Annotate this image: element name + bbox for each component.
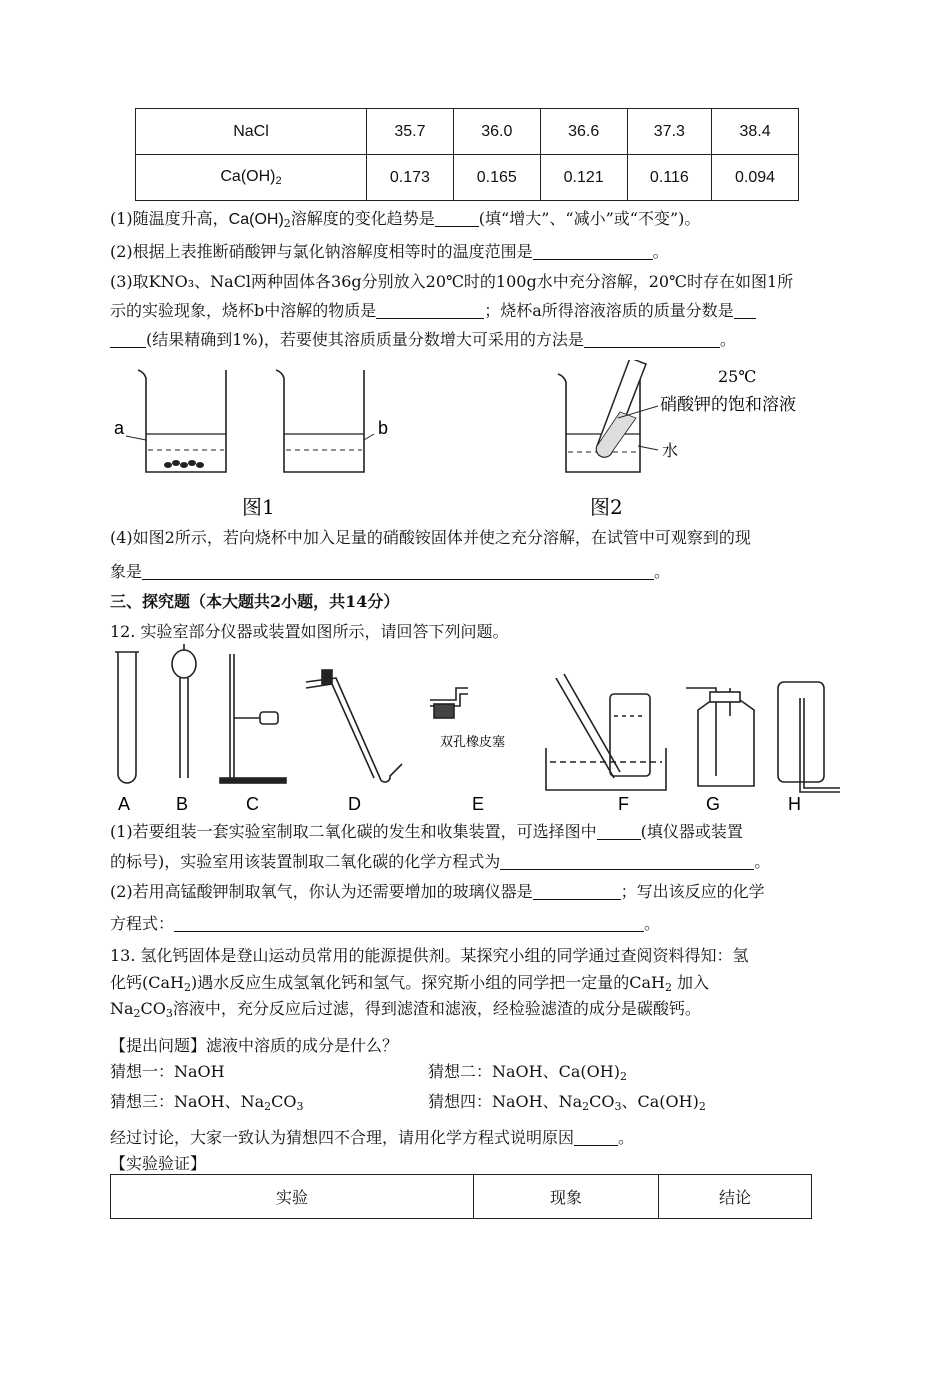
q13-text: 化钙(CaH	[110, 973, 184, 992]
beaker-b	[276, 370, 364, 472]
solution-label: 硝酸钾的饱和溶液	[660, 395, 796, 415]
label-g: G	[706, 794, 721, 814]
subscript: 2	[275, 175, 282, 187]
table-cell: 0.173	[367, 155, 454, 201]
q3-text: (结果精确到1%)，若要使其溶质质量分数增大可采用的方法是	[146, 330, 584, 349]
answer-blank[interactable]	[142, 563, 654, 580]
question-12-2-line2	[110, 912, 850, 936]
table-cell: 0.165	[453, 155, 540, 201]
q2-text: (2)根据上表推断硝酸钾与氯化钠溶解度相等时的温度范围是	[110, 242, 533, 261]
label-c: C	[246, 794, 259, 814]
section-heading: 三、探究题（本大题共2小题，共14分）	[110, 592, 400, 611]
fig1-caption: 图1	[242, 495, 275, 519]
q3-text: 。	[719, 330, 736, 349]
q12-text: (2)若用高锰酸钾制取氧气，你认为还需要增加的玻璃仪器是	[110, 882, 533, 901]
question-1	[110, 207, 850, 236]
question-13-line1: 13. 氢化钙固体是登山运动员常用的能源提供剂。某探究小组的同学通过查阅资料得知：氢	[110, 946, 749, 965]
temperature-label: 25℃	[718, 367, 757, 386]
table-header-row	[111, 1175, 812, 1219]
subscript: 3	[296, 1100, 304, 1113]
header-experiment: 实验	[111, 1175, 474, 1219]
apparatus-a	[118, 652, 136, 783]
stopper-note: 双孔橡皮塞	[440, 735, 506, 750]
apparatus-h	[778, 682, 840, 792]
table-cell: 35.7	[367, 109, 454, 155]
discussion-text: 经过讨论，大家一致认为猜想四不合理，请用化学方程式说明原因	[110, 1128, 575, 1147]
guess-text: CO	[271, 1092, 297, 1111]
q12-text: (1)若要组装一套实验室制取二氧化碳的发生和收集装置，可选择图中	[110, 822, 597, 841]
q4-text: 象是	[110, 562, 143, 581]
label-h: H	[788, 794, 801, 814]
apparatus-f	[546, 674, 666, 790]
guess-3	[110, 1090, 410, 1119]
answer-blank[interactable]	[584, 331, 720, 348]
subscript: 3	[165, 1007, 173, 1020]
q13-text: Na	[110, 999, 134, 1018]
label-b: b	[378, 418, 389, 438]
label-b: B	[176, 794, 189, 814]
guess-text: CO	[589, 1092, 615, 1111]
q2-text: 。	[652, 242, 669, 261]
label-e: E	[472, 794, 485, 814]
chem-formula: Ca(OH)	[228, 211, 284, 228]
problem-statement: 【提出问题】滤液中溶质的成分是什么？	[110, 1036, 399, 1055]
question-3-line1	[110, 270, 850, 294]
table-cell: 0.094	[712, 155, 799, 201]
answer-blank[interactable]	[110, 331, 146, 348]
question-2	[110, 240, 850, 264]
answer-blank[interactable]	[533, 883, 621, 900]
table-row	[136, 155, 799, 201]
beaker-a	[138, 370, 226, 472]
guess-text: 猜想四：NaOH、Na	[428, 1092, 583, 1111]
answer-blank[interactable]	[500, 853, 754, 870]
test-tube	[596, 360, 646, 457]
guess-4	[428, 1090, 828, 1119]
question-13-line2	[110, 971, 850, 1000]
subscript: 2	[582, 1100, 590, 1113]
table-cell: 36.0	[453, 109, 540, 155]
chem-formula: Ca(OH)	[220, 168, 276, 185]
apparatus-g	[686, 688, 754, 786]
header-phenomenon: 现象	[474, 1175, 659, 1219]
experiment-table	[110, 1174, 812, 1219]
table-cell: 0.121	[540, 155, 627, 201]
answer-blank[interactable]	[174, 915, 644, 932]
answer-blank[interactable]	[435, 210, 479, 227]
solubility-table	[135, 108, 799, 201]
subscript: 2	[619, 1070, 627, 1083]
table-row	[136, 109, 799, 155]
q12-text: 的标号)，实验室用该装置制取二氧化碳的化学方程式为	[110, 852, 501, 871]
question-12-stem: 12. 实验室部分仪器或装置如图所示，请回答下列问题。	[110, 622, 509, 641]
question-4-line1	[110, 526, 850, 550]
answer-blank[interactable]	[597, 823, 641, 840]
header-conclusion: 结论	[659, 1175, 812, 1219]
guess-text: 、Ca(OH)	[621, 1092, 699, 1111]
apparatus-figure	[110, 644, 850, 814]
q3-text: (3)取KNO₃、NaCl两种固体各36g分别放入20℃时的100g水中充分溶解，20℃时存在如图1所	[110, 272, 794, 291]
question-12-1-line1	[110, 820, 850, 844]
subscript: 2	[264, 1100, 272, 1113]
table-cell: 36.6	[540, 109, 627, 155]
undissolved-solid	[164, 460, 204, 468]
label-d: D	[348, 794, 361, 814]
discussion	[110, 1126, 850, 1150]
subscript: 2	[283, 217, 291, 230]
water-label: 水	[662, 441, 679, 460]
label-f: F	[618, 794, 629, 814]
answer-blank[interactable]	[533, 243, 653, 260]
table-cell: 0.116	[627, 155, 711, 201]
question-4-line2	[110, 560, 850, 584]
q12-text: (填仪器或装置	[640, 822, 743, 841]
answer-blank[interactable]	[574, 1129, 618, 1146]
row-label: NaCl	[136, 109, 367, 155]
q1-text: 溶解度的变化趋势是	[290, 209, 435, 228]
table-cell: 38.4	[712, 109, 799, 155]
q12-text: 。	[754, 852, 771, 871]
answer-blank[interactable]	[734, 302, 756, 319]
table-cell: 37.3	[627, 109, 711, 155]
label-a: a	[114, 418, 125, 438]
question-3-line2	[110, 299, 850, 323]
apparatus-c	[220, 654, 286, 783]
question-13-line3	[110, 997, 850, 1026]
q1-text: (填“增大”、“减小”或“不变”)。	[478, 209, 701, 228]
label-a: A	[118, 794, 131, 814]
q13-text: )遇水反应生成氢氧化钙和氢气。探究斯小组的同学把一定量的CaH	[190, 973, 665, 992]
apparatus-b	[172, 644, 196, 778]
figure-2	[540, 360, 840, 525]
subscript: 2	[698, 1100, 706, 1113]
subscript: 2	[664, 981, 672, 994]
verify-heading: 【实验验证】	[110, 1154, 207, 1173]
subscript: 3	[614, 1100, 622, 1113]
guess-2	[428, 1060, 728, 1089]
q3-text: ；烧杯a所得溶液溶质的质量分数是	[484, 301, 734, 320]
q12-text: ；写出该反应的化学	[620, 882, 765, 901]
apparatus-labels	[118, 794, 801, 814]
q13-text: 溶液中，充分反应后过滤，得到滤渣和滤液，经检验滤渣的成分是碳酸钙。	[172, 999, 701, 1018]
guess-text: 猜想二：NaOH、Ca(OH)	[428, 1062, 620, 1081]
q13-text: CO	[140, 999, 166, 1018]
question-3-line3	[110, 328, 850, 352]
q4-text: (4)如图2所示，若向烧杯中加入足量的硝酸铵固体并使之充分溶解，在试管中可观察到的现	[110, 528, 751, 547]
figure-1	[110, 364, 410, 524]
answer-blank[interactable]	[376, 302, 484, 319]
q3-text: 示的实验现象，烧杯b中溶解的物质是	[110, 301, 377, 320]
question-12-1-line2	[110, 850, 850, 874]
discussion-text: 。	[618, 1128, 635, 1147]
row-label	[136, 155, 367, 201]
q12-text: 。	[644, 914, 661, 933]
q1-text: (1)随温度升高，	[110, 209, 229, 228]
apparatus-d	[306, 670, 402, 782]
subscript: 2	[133, 1007, 141, 1020]
guess-1: 猜想一：NaOH	[110, 1062, 225, 1081]
q12-text: 方程式：	[110, 914, 175, 933]
apparatus-e	[430, 688, 468, 718]
q4-text: 。	[654, 562, 671, 581]
question-12-2-line1	[110, 880, 850, 904]
fig2-caption: 图2	[590, 495, 623, 519]
guess-text: 猜想三：NaOH、Na	[110, 1092, 265, 1111]
q13-text: 加入	[671, 973, 710, 992]
subscript: 2	[183, 981, 191, 994]
